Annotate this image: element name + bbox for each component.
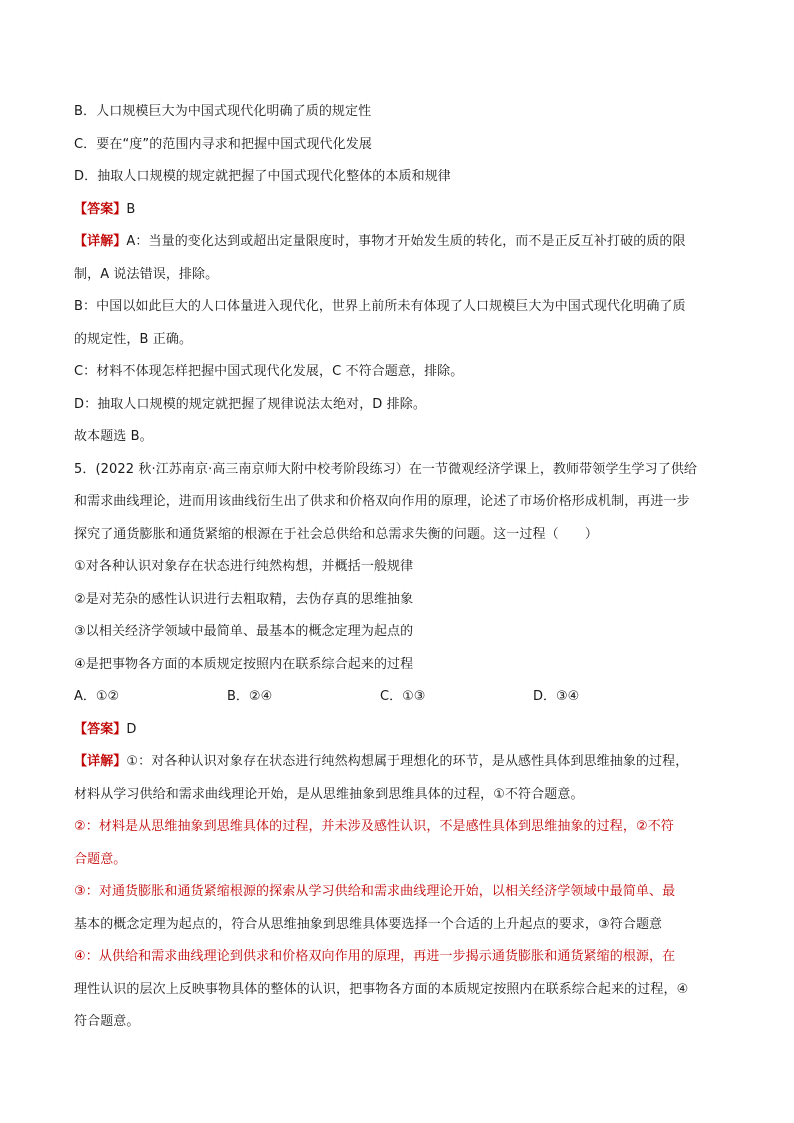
detail-2-line-1: ②：材料是从思维抽象到思维具体的过程，并未涉及感性认识，不是感性具体到思维抽象的过程，②不符 bbox=[74, 819, 674, 834]
detail-d-line: D：抽取人口规模的规定就把握了规律说法太绝对，D 排除。 bbox=[74, 396, 426, 412]
answer-value: B bbox=[126, 201, 136, 217]
option-b: B．人口规模巨大为中国式现代化明确了质的规定性 bbox=[74, 104, 372, 119]
statement-1: ①对各种认识对象存在状态进行纯然构想，并概括一般规律 bbox=[74, 559, 414, 574]
detail-3-line-1: ③：对通货膨胀和通货紧缩根源的探索从学习供给和需求曲线理论开始，以相关经济学领域中最简单、最 bbox=[74, 884, 676, 899]
detail-4-line-1: ④：从供给和需求曲线理论到供求和价格双向作用的原理，再进一步揭示通货膨胀和通货紧缩的根源，在 bbox=[74, 949, 676, 964]
statement-3: ③以相关经济学领域中最简单、最基本的概念定理为起点的 bbox=[74, 624, 414, 639]
conclusion-line: 故本题选 B。 bbox=[74, 429, 153, 444]
detail-2-line-2: 合题意。 bbox=[74, 851, 127, 867]
answer-options bbox=[74, 681, 724, 714]
detail-b-line-1: B：中国以如此巨大的人口体量进入现代化，世界上前所未有体现了人口规模巨大为中国式现代化明确了质 bbox=[74, 299, 686, 314]
answer-tag: 【答案】 bbox=[74, 201, 127, 217]
document-page bbox=[74, 96, 724, 1039]
detail-4-line-3: 符合题意。 bbox=[74, 1014, 140, 1029]
answer-line-prev bbox=[74, 194, 724, 227]
option-a-choice: A．①② bbox=[74, 689, 120, 704]
answer-tag-q5: 【答案】 bbox=[74, 721, 127, 737]
option-d-choice: D．③④ bbox=[533, 689, 580, 704]
detail-1-line-1 bbox=[74, 746, 724, 779]
detail-b-line-2: 的规定性，B 正确。 bbox=[74, 331, 193, 347]
question-5-stem-1: 5．(2022 秋·江苏南京·高三南京师大附中校考阶段练习）在一节微观经济学课上，教师带领学生学习了供给 bbox=[74, 461, 698, 477]
question-5-stem-3: 探究了通货膨胀和通货紧缩的根源在于社会总供给和总需求失衡的问题。这一过程（ ） bbox=[74, 526, 599, 542]
detail-a-line-2: 制，A 说法错误，排除。 bbox=[74, 266, 219, 282]
option-b-choice: B．②④ bbox=[227, 689, 273, 704]
option-d: D．抽取人口规模的规定就把握了中国式现代化整体的本质和规律 bbox=[74, 169, 451, 184]
statement-4: ④是把事物各方面的本质规定按照内在联系综合起来的过程 bbox=[74, 656, 414, 672]
detail-tag-q5: 【详解】 bbox=[74, 754, 127, 769]
detail-1-line-2: 材料从学习供给和需求曲线理论开始，是从思维抽象到思维具体的过程，①不符合题意。 bbox=[74, 786, 584, 802]
answer-value-q5: D bbox=[126, 721, 137, 737]
detail-a-line-1 bbox=[74, 226, 724, 259]
detail-1-text-1: ①：对各种认识对象存在状态进行纯然构想属于理想化的环节，是从感性具体到思维抽象的过程， bbox=[126, 754, 689, 769]
detail-c-line: C：材料不体现怎样把握中国式现代化发展，C 不符合题意，排除。 bbox=[74, 364, 464, 379]
question-5-stem-2: 和需求曲线理论，进而用该曲线衍生出了供求和价格双向作用的原理，论述了市场价格形成机制，再进一步 bbox=[74, 494, 690, 509]
detail-3-line-2: 基本的概念定理为起点的，符合从思维抽象到思维具体要选择一个合适的上升起点的要求，③符合题意 bbox=[74, 916, 663, 932]
option-c-choice: C．①③ bbox=[380, 689, 426, 704]
option-c: C．要在“度”的范围内寻求和把握中国式现代化发展 bbox=[74, 136, 372, 152]
detail-a-text-1: A：当量的变化达到或超出定量限度时，事物才开始发生质的转化，而不是正反互补打破的质的限 bbox=[126, 234, 686, 249]
detail-4-line-2: 理性认识的层次上反映事物具体的整体的认识，把事物各方面的本质规定按照内在联系综合起来的过程，④ bbox=[74, 981, 689, 997]
detail-tag: 【详解】 bbox=[74, 234, 127, 249]
answer-line-q5 bbox=[74, 714, 724, 747]
statement-2: ②是对芜杂的感性认识进行去粗取精，去伪存真的思维抽象 bbox=[74, 591, 414, 607]
